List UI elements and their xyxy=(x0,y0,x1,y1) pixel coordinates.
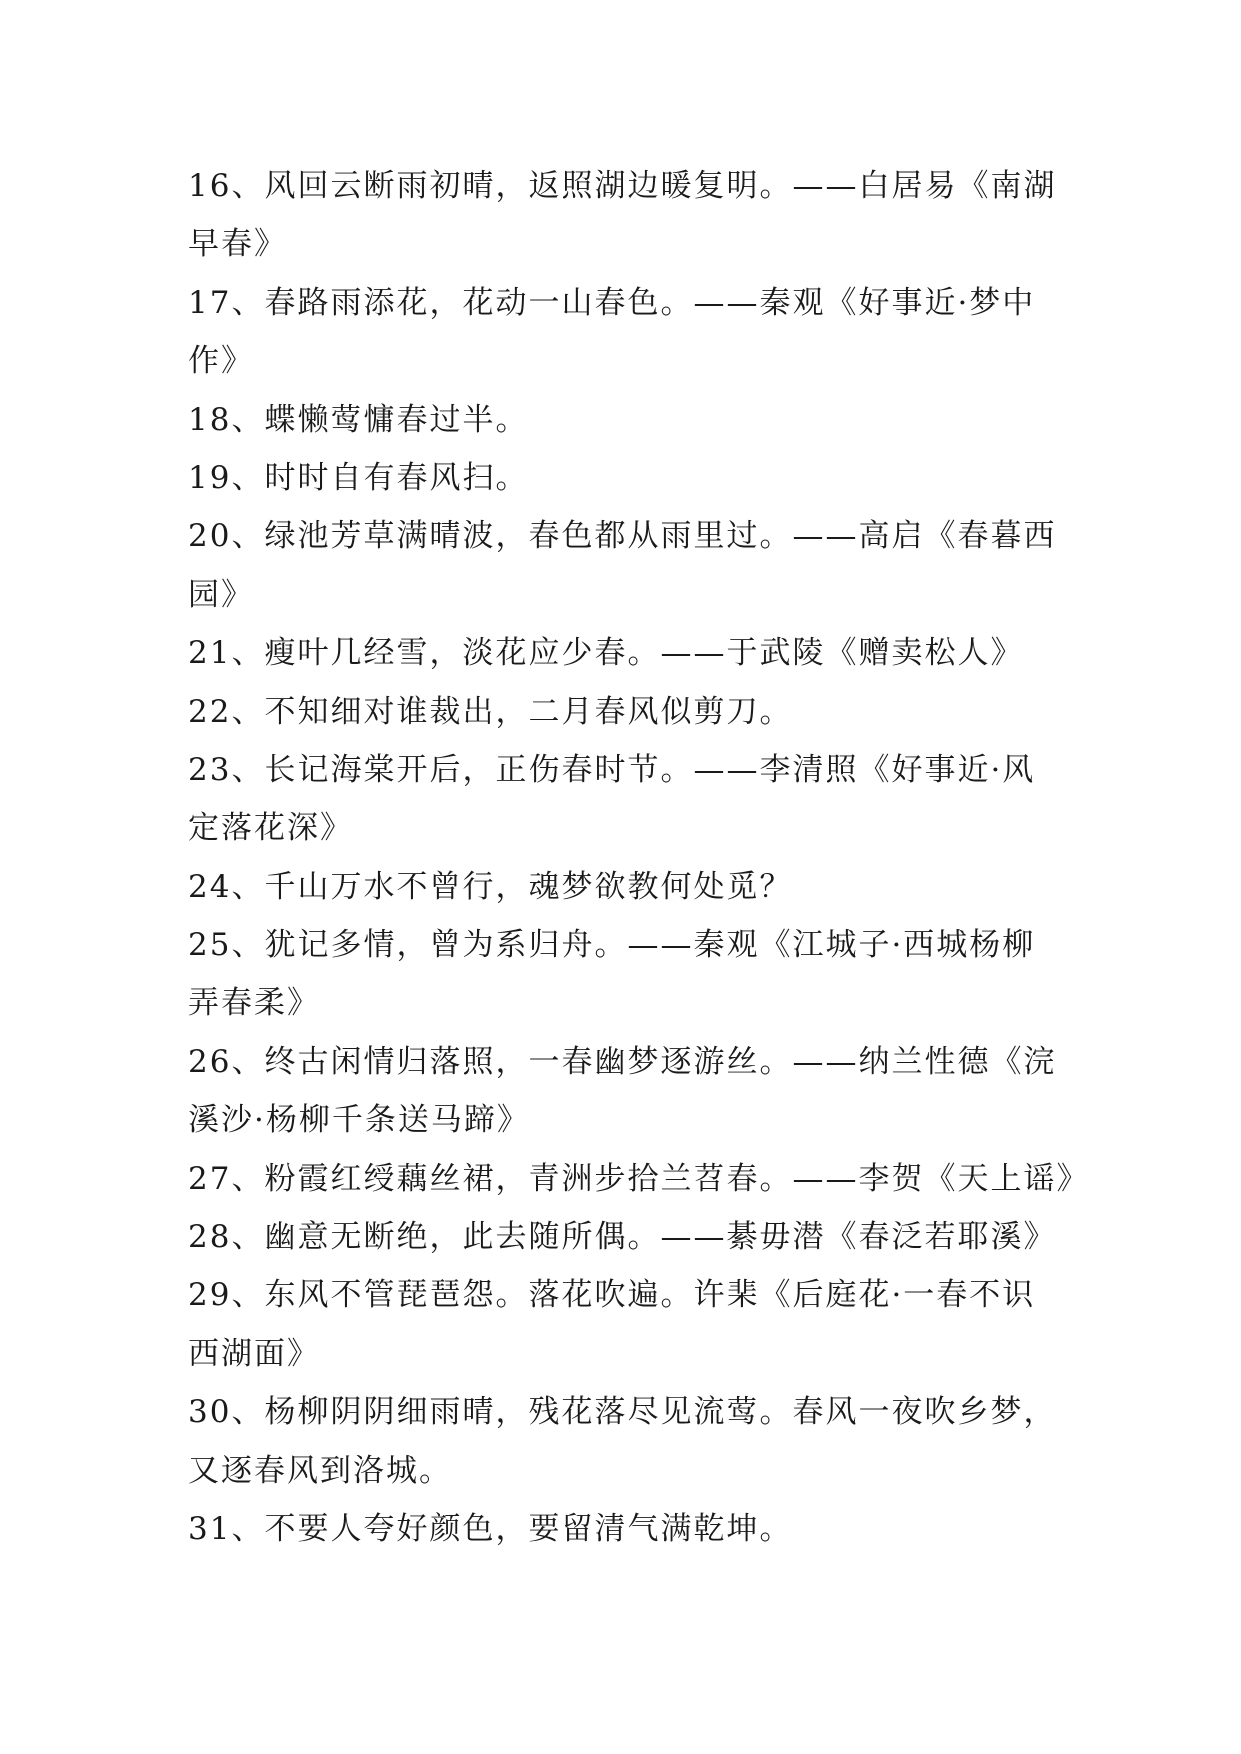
text-line: 29、东风不管琵琶怨。落花吹遍。许棐《后庭花·一春不识 xyxy=(188,1277,1036,1314)
text-line: 27、粉霞红绶藕丝裙，青洲步拾兰苕春。——李贺《天上谣》 xyxy=(188,1160,1090,1197)
text-line: 18、蝶懒莺慵春过半。 xyxy=(188,401,529,438)
text-line: 作》 xyxy=(188,343,254,380)
text-line: 23、长记海棠开后，正伤春时节。——李清照《好事近·风 xyxy=(188,751,1036,788)
text-line: 19、时时自有春风扫。 xyxy=(188,459,529,496)
text-line: 30、杨柳阴阴细雨晴，残花落尽见流莺。春风一夜吹乡梦， xyxy=(188,1394,1057,1431)
text-line: 定落花深》 xyxy=(188,810,353,847)
text-line: 22、不知细对谁裁出，二月春风似剪刀。 xyxy=(188,693,793,730)
text-line: 17、春路雨添花，花动一山春色。——秦观《好事近·梦中 xyxy=(188,284,1036,321)
text-line: 16、风回云断雨初晴，返照湖边暖复明。——白居易《南湖 xyxy=(188,168,1057,204)
text-line: 早春》 xyxy=(188,226,287,263)
text-line: 溪沙·杨柳千条送马蹄》 xyxy=(188,1102,530,1139)
text-line: 20、绿池芳草满晴波，春色都从雨里过。——高启《春暮西 xyxy=(188,518,1057,555)
text-line: 园》 xyxy=(188,576,254,613)
text-line: 24、千山万水不曾行，魂梦欲教何处觅？ xyxy=(188,868,793,905)
text-line: 25、犹记多情，曾为系归舟。——秦观《江城子·西城杨柳 xyxy=(188,927,1036,964)
text-line: 西湖面》 xyxy=(188,1335,320,1372)
text-line: 31、不要人夸好颜色，要留清气满乾坤。 xyxy=(188,1510,793,1547)
text-line: 弄春柔》 xyxy=(188,985,320,1022)
text-line: 28、幽意无断绝，此去随所偶。——綦毋潜《春泛若耶溪》 xyxy=(188,1219,1057,1256)
text-line: 又逐春风到洛城。 xyxy=(188,1452,452,1489)
text-line: 26、终古闲情归落照，一春幽梦逐游丝。——纳兰性德《浣 xyxy=(188,1043,1057,1080)
document-body xyxy=(188,157,1090,1558)
text-line: 21、瘦叶几经雪，淡花应少春。——于武陵《赠卖松人》 xyxy=(188,635,1024,672)
